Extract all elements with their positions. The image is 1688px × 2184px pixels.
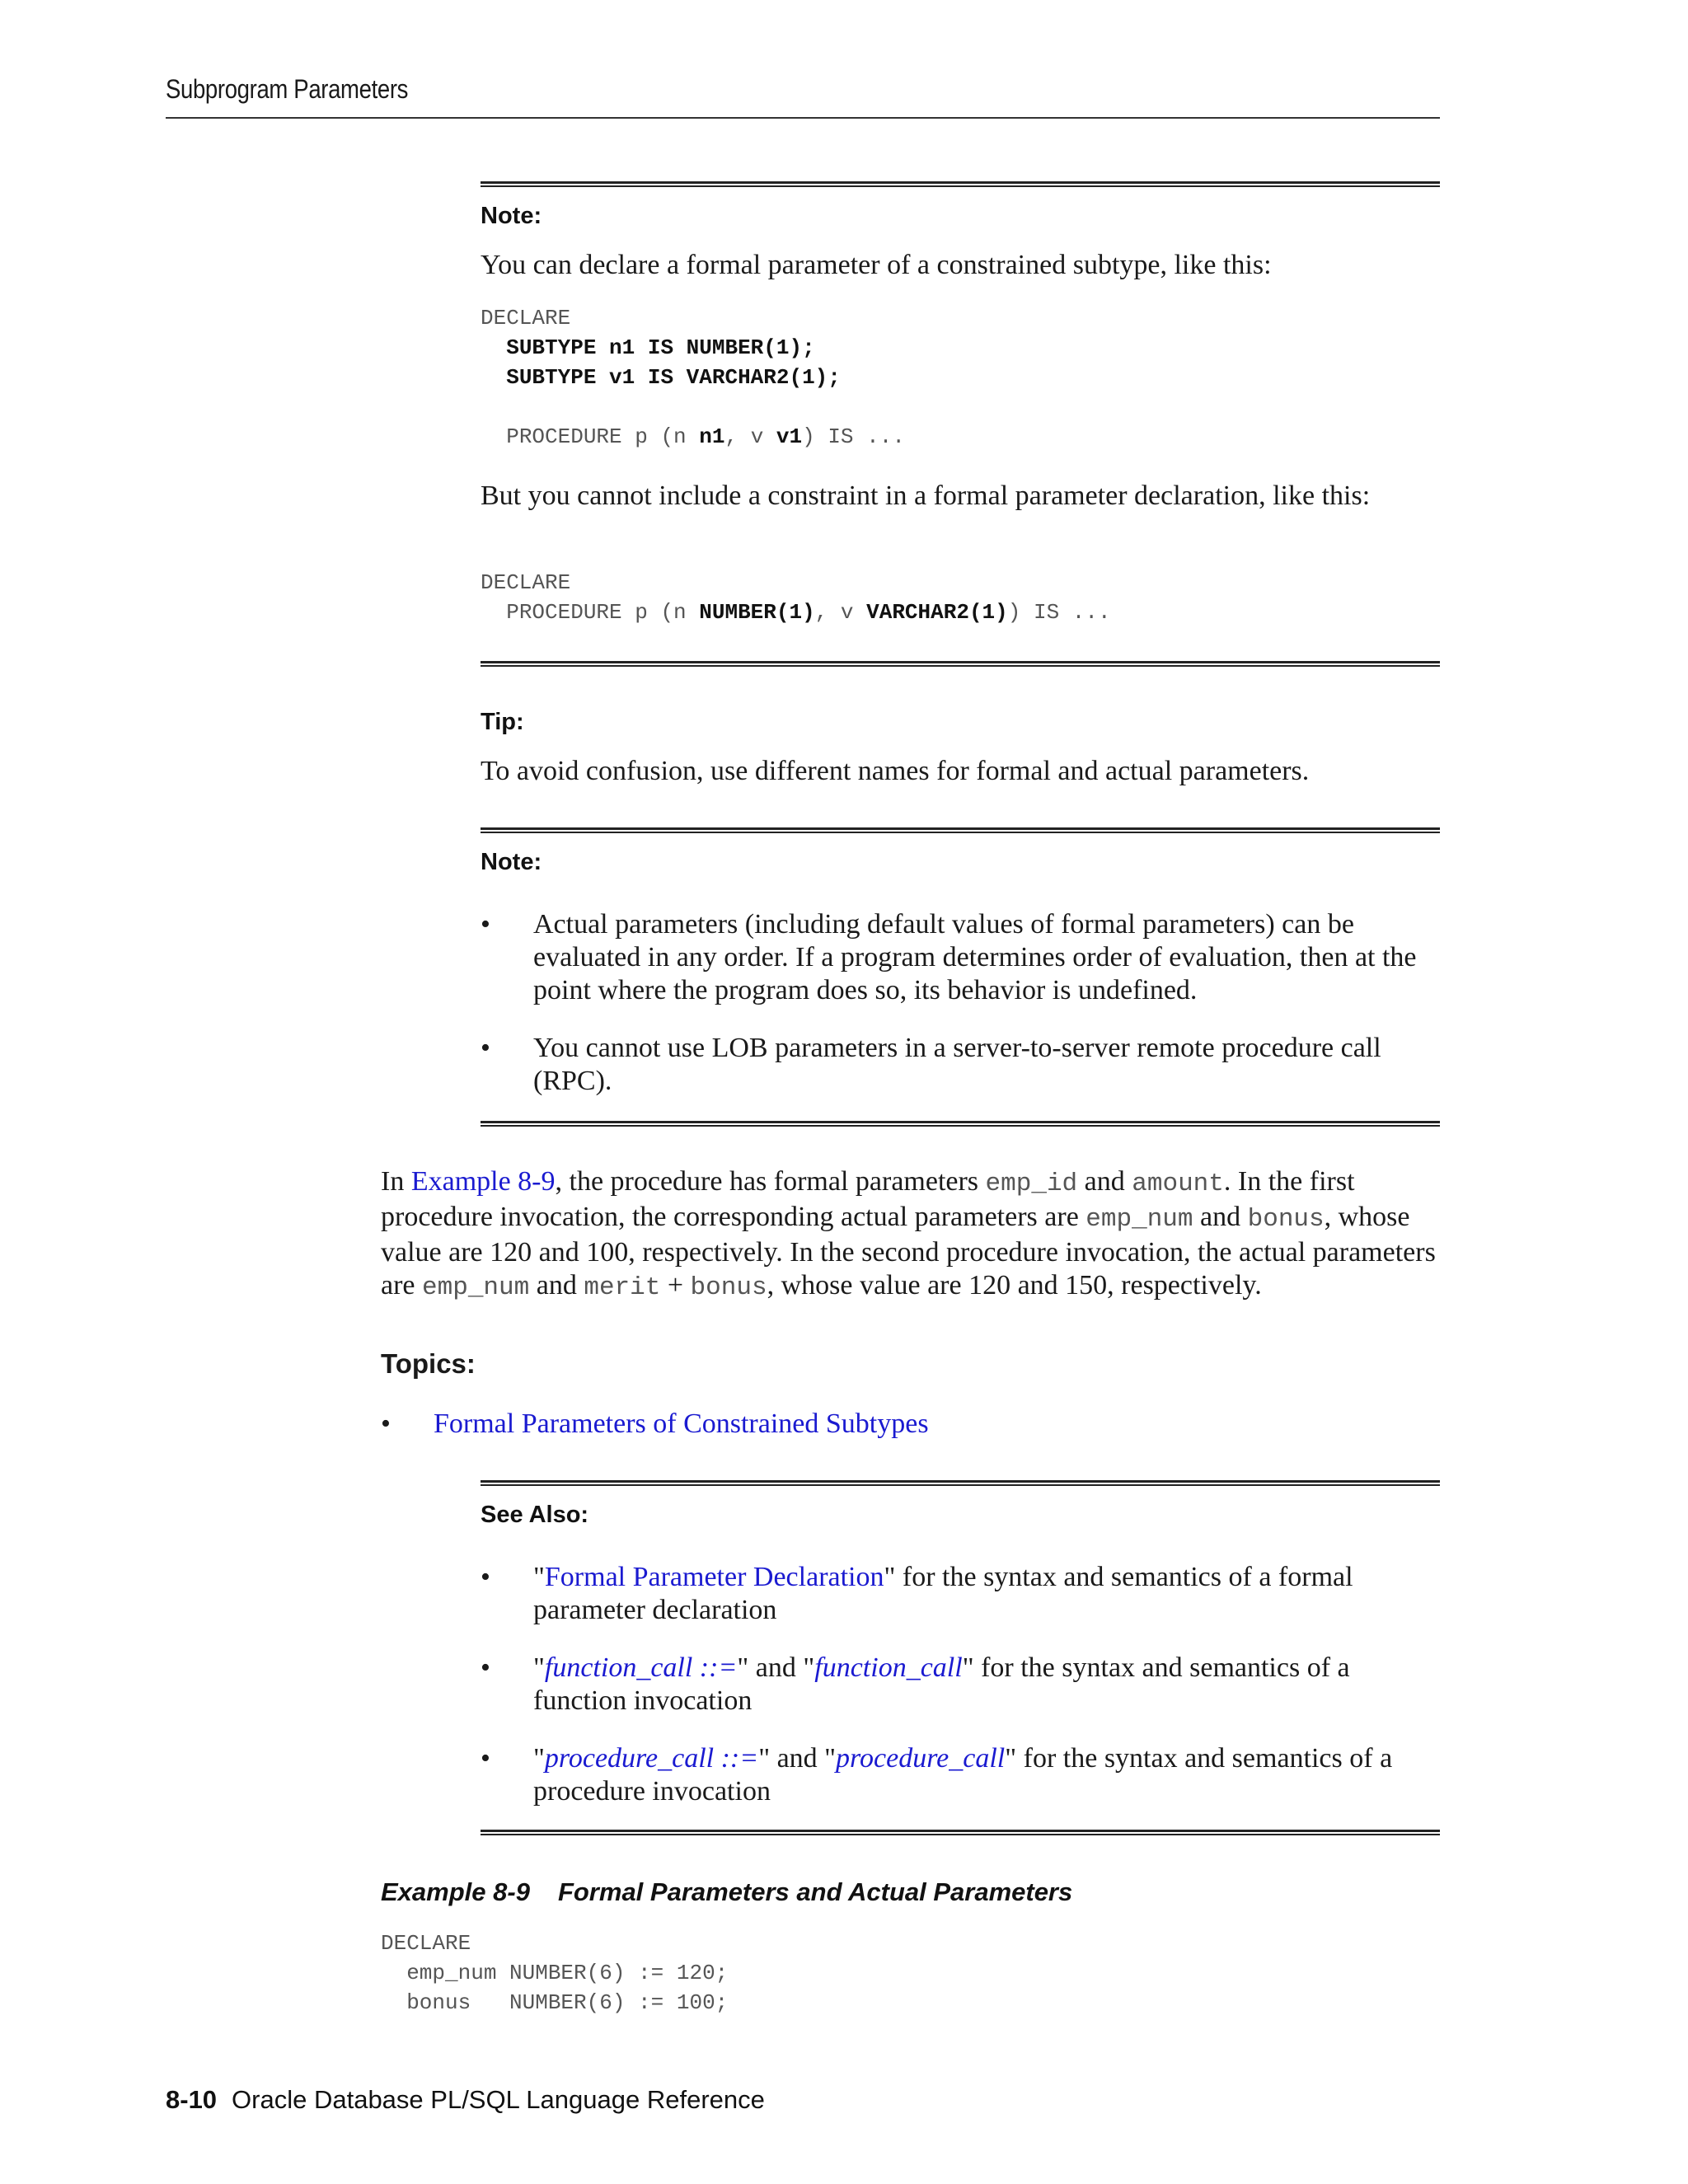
text-run: " and " (758, 1743, 837, 1774)
note2-bullet: You cannot use LOB parameters in a server-to-server remote procedure call (RPC). (533, 1033, 1381, 1096)
code-fragment: NUMBER(1) (699, 600, 815, 625)
code-fragment: PROCEDURE p (n (506, 424, 700, 449)
code-fragment: ) IS ... (1007, 600, 1111, 625)
procedure-call-link[interactable]: procedure_call (836, 1743, 1006, 1774)
note-top-rule (481, 181, 1440, 187)
text-run: In (381, 1166, 411, 1197)
quote: " (884, 1562, 896, 1592)
code-emp-num: emp_num (1085, 1205, 1193, 1234)
book-title: Oracle Database PL/SQL Language Reference (232, 2085, 765, 2114)
see-also-item (533, 1742, 1440, 1808)
page-number: 8-10 (166, 2085, 218, 2114)
code-fragment: ) IS ... (802, 424, 905, 449)
code-line: SUBTYPE v1 IS VARCHAR2(1); (506, 365, 841, 390)
code-fragment: n1 (699, 424, 725, 449)
text-run: for the syntax and semantics of a procedure invocation (533, 1743, 1393, 1807)
bullet-marker: • (481, 1562, 490, 1592)
bullet-marker: • (481, 1033, 490, 1063)
code-line: DECLARE (381, 1931, 471, 1956)
code-line: bonus NUMBER(6) := 100; (381, 1990, 729, 2015)
note2-label: Note: (481, 849, 542, 875)
procedure-call-syntax-link[interactable]: procedure_call ::= (544, 1743, 759, 1774)
quote: " (962, 1652, 974, 1683)
function-call-syntax-link[interactable]: function_call ::= (544, 1652, 738, 1683)
text-run: and (1193, 1202, 1248, 1232)
text-run: and (529, 1270, 584, 1301)
bullet-marker: • (481, 909, 490, 940)
code-line: DECLARE (481, 306, 571, 330)
code-block-subtype (481, 303, 905, 452)
note-middle-text: But you cannot include a constraint in a formal parameter declaration, like this: (481, 480, 1371, 511)
quote: " (533, 1562, 545, 1592)
example-code-block (381, 1929, 728, 2018)
text-run: , whose value are 120 and 100, respectively. In the second procedure invocation, the actual parameters are (381, 1202, 1436, 1301)
topic-link-label[interactable]: Formal Parameters of Constrained Subtypes (434, 1408, 929, 1439)
code-line: emp_num NUMBER(6) := 120; (381, 1961, 729, 1985)
note-label: Note: (481, 203, 542, 229)
quote: " (533, 1652, 545, 1683)
see-also-top-rule (481, 1480, 1440, 1486)
note-bottom-rule (481, 661, 1440, 667)
running-header: Subprogram Parameters (166, 74, 409, 104)
code-fragment: PROCEDURE p (n (506, 600, 700, 625)
text-run: and (1077, 1166, 1132, 1197)
bullet-marker: • (481, 1652, 490, 1683)
text-run: , the procedure has formal parameters (555, 1166, 986, 1197)
tip-label: Tip: (481, 709, 524, 735)
code-line: DECLARE (481, 570, 571, 595)
note2-bullet: Actual parameters (including default values of formal parameters) can be evaluated in any order. If a program determines order of evaluation, then at the point where the program does so, its behavior is undefined. (533, 909, 1417, 1005)
quote: " (533, 1743, 545, 1774)
bullet-marker: • (381, 1408, 391, 1439)
code-amount: amount (1132, 1169, 1224, 1198)
code-fragment: v1 (776, 424, 803, 449)
code-bonus: bonus (690, 1273, 767, 1302)
text-run: for the syntax and semantics of a function invocation (533, 1652, 1350, 1716)
code-bonus: bonus (1247, 1205, 1325, 1234)
formal-parameter-declaration-link[interactable]: Formal Parameter Declaration (544, 1562, 884, 1592)
code-fragment: , v (724, 424, 776, 449)
header-rule (166, 117, 1440, 119)
body-paragraph (381, 1165, 1444, 1305)
text-run: for the syntax and semantics of a formal parameter declaration (533, 1562, 1353, 1625)
text-run: . In the first procedure invocation, the corresponding actual parameters are (381, 1166, 1355, 1232)
code-block-constraint (481, 568, 1111, 627)
quote: " (1005, 1743, 1017, 1774)
example-title: Formal Parameters and Actual Parameters (557, 1877, 1073, 1906)
note-intro: You can declare a formal parameter of a constrained subtype, like this: (481, 250, 1272, 280)
see-also-item (533, 1652, 1440, 1718)
topics-heading: Topics: (381, 1348, 476, 1379)
page-footer (166, 2085, 765, 2115)
example-8-9-link[interactable]: Example 8-9 (410, 1166, 556, 1197)
see-also-bottom-rule (481, 1830, 1440, 1835)
code-emp-num: emp_num (422, 1273, 530, 1302)
code-merit: merit (584, 1273, 661, 1302)
see-also-label: See Also: (481, 1502, 589, 1528)
example-caption (381, 1877, 1072, 1907)
text-run: + (660, 1270, 691, 1301)
see-also-item (533, 1561, 1440, 1627)
text-run: , whose value are 120 and 150, respectively. (767, 1270, 1262, 1301)
note2-bottom-rule (481, 1121, 1440, 1127)
text-run: " and " (737, 1652, 815, 1683)
code-emp-id: emp_id (985, 1169, 1078, 1198)
tip-bottom-rule (481, 827, 1440, 833)
function-call-link[interactable]: function_call (814, 1652, 963, 1683)
code-fragment: , v (814, 600, 867, 625)
example-number: Example 8-9 (381, 1877, 530, 1906)
tip-text: To avoid confusion, use different names for formal and actual parameters. (481, 756, 1310, 786)
bullet-marker: • (481, 1743, 490, 1774)
topic-link[interactable] (434, 1408, 929, 1441)
code-fragment: VARCHAR2(1) (866, 600, 1008, 625)
code-line: SUBTYPE n1 IS NUMBER(1); (506, 335, 815, 360)
